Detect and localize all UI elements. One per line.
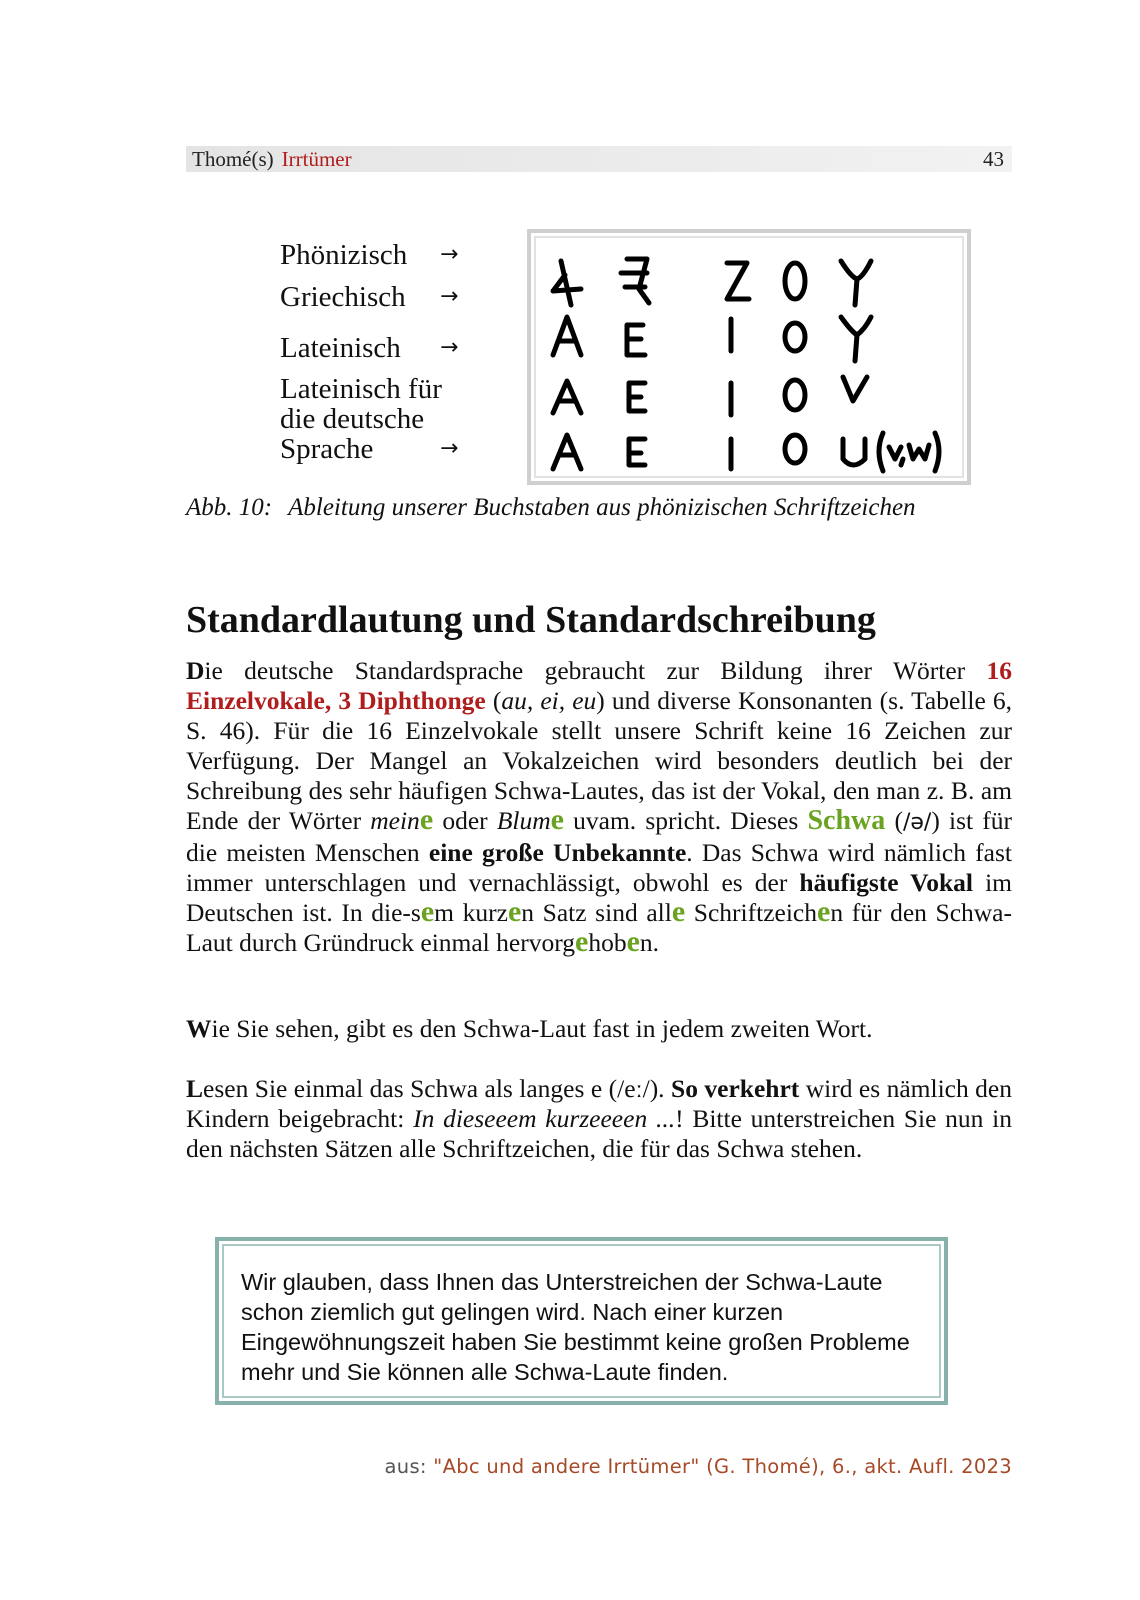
latin-o-glyph	[785, 380, 805, 410]
schwa-letter: e	[420, 895, 435, 928]
latin-e-glyph	[629, 383, 645, 411]
source-prefix: aus:	[384, 1455, 427, 1478]
figure-caption-label: Abb. 10:	[186, 494, 273, 521]
header-author: Thomé(s) Irrtümer	[192, 147, 352, 171]
schwa-letter: e	[550, 803, 564, 836]
figure-label-latin-german: Lateinisch für die deutsche Sprache →	[280, 373, 459, 465]
schwa-letter: e	[671, 895, 686, 928]
schwa-letter: e	[575, 925, 589, 958]
figure-label-latin: Lateinisch →	[280, 332, 459, 364]
arrow-right-icon: →	[440, 436, 459, 461]
section-heading: Standardlautung und Standardschreibung	[186, 599, 876, 641]
greek-a-glyph	[553, 317, 581, 355]
source-text: "Abc und andere Irrtümer" (G. Thomé), 6., akt. Aufl. 2023	[433, 1455, 1012, 1478]
figure-label-phoenician: Phönizisch →	[280, 239, 459, 271]
greek-e-glyph	[627, 325, 645, 355]
exercise-callout-box	[215, 1237, 948, 1405]
paragraph-schwa-exercise: Lesen Sie einmal das Schwa als langes e (/eː/). So verkehrt wird es nämlich den Kindern beigebracht: In dieseeem kurzeeeen ...! Bitte unterstreichen Sie nun in den nächsten Sätzen alle Schriftzeichen, die für das Schwa stehen.	[186, 1074, 1013, 1163]
german-o-glyph	[785, 435, 805, 463]
paragraph-schwa-frequency: Wie Sie sehen, gibt es den Schwa-Laut fast in jedem zweiten Wort.	[186, 1014, 873, 1043]
highlight-vowel-count: 16 Einzelvokale, 3 Diphthonge	[186, 656, 1012, 715]
letter-derivation-figure	[527, 229, 971, 485]
schwa-letter: e	[816, 895, 831, 928]
german-e-glyph	[629, 439, 645, 465]
phoenician-waw-glyph	[841, 261, 871, 305]
phoenician-he-glyph	[621, 259, 649, 303]
german-u-vw-glyph	[843, 433, 939, 471]
phoenician-zayin-glyph	[727, 263, 749, 299]
arrow-right-icon: →	[440, 242, 459, 267]
paragraph-schwa-intro: Die deutsche Standardsprache gebraucht zur Bildung ihrer Wörter 16 Einzelvokale, 3 Diphthonge (au, ei, eu) und diverse Konsonanten (s. Tabelle 6, S. 46). Für die 16 Einzelvokale stellt unsere Schrift keine 16 Zeichen zur Verfügung. Der Mangel an Vokalzeichen wird besonders deutlich bei der Schreibung des sehr häufigen Schwa-Lautes, das ist der Vokal, den man z. B. am Ende der Wörter meine oder Blume uvam. spricht. Dieses Schwa (/ə/) ist für die meisten Menschen eine große Unbekannte. Das Schwa wird nämlich fast immer unterschlagen und vernachlässigt, obwohl es der häufigste Vokal im Deutschen ist. In die-sem kurzen Satz sind alle Schriftzeichen für den Schwa-Laut durch Gründruck einmal hervorgehoben.	[186, 656, 1012, 958]
figure-label-greek: Griechisch →	[280, 281, 459, 313]
latin-a-glyph	[553, 381, 581, 413]
header-title: Irrtümer	[281, 147, 352, 171]
greek-y-glyph	[841, 317, 871, 361]
greek-o-glyph	[785, 323, 805, 351]
handwritten-glyphs-image	[531, 233, 967, 481]
phoenician-aleph-glyph	[553, 261, 581, 305]
schwa-term: Schwa	[807, 805, 886, 836]
german-a-glyph	[553, 435, 581, 469]
figure-caption-text: Ableitung unserer Buchstaben aus phönizischen Schriftzeichen	[288, 494, 916, 521]
arrow-right-icon: →	[440, 335, 459, 360]
callout-text: Wir glauben, dass Ihnen das Unterstreichen der Schwa-Laute schon ziemlich gut gelingen wird. Nach einer kurzen Eingewöhnungszeit haben Sie bestimmt keine großen Probleme mehr und Sie können alle Schwa-Laute finden.	[241, 1269, 910, 1385]
schwa-letter: e	[626, 925, 640, 958]
latin-v-glyph	[843, 377, 867, 401]
schwa-ipa: /ə/	[902, 810, 932, 835]
running-header	[186, 146, 1012, 172]
phoenician-ayin-glyph	[785, 263, 805, 299]
arrow-right-icon: →	[440, 284, 459, 309]
figure-caption	[186, 494, 916, 522]
schwa-letter: e	[507, 895, 522, 928]
schwa-letter: e	[419, 803, 434, 836]
source-citation	[385, 1455, 1012, 1478]
page-number: 43	[983, 147, 1004, 171]
